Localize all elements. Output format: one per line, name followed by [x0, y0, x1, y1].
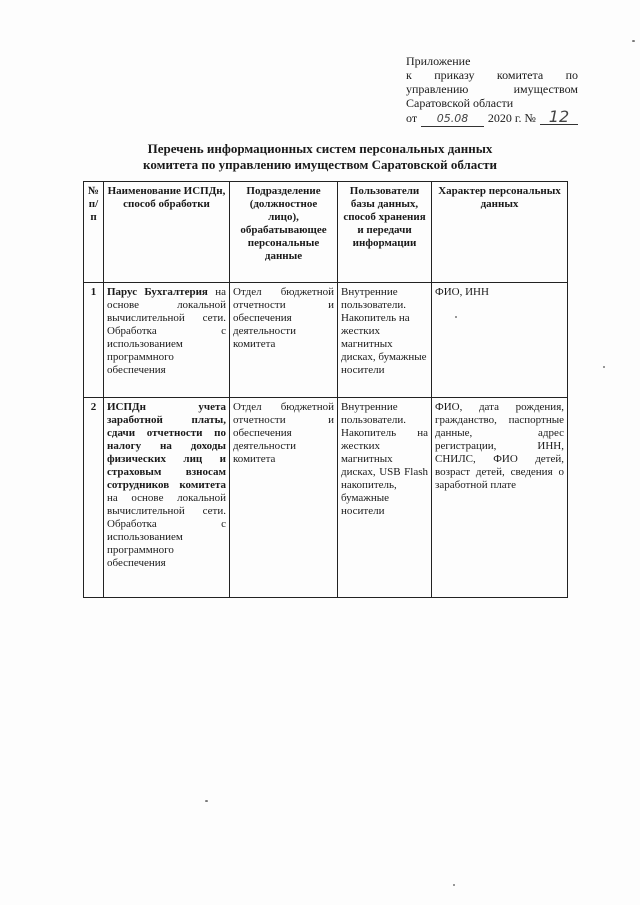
appendix-block: [406, 54, 578, 127]
ispdn-table: [83, 181, 568, 598]
row-num: 2: [84, 398, 104, 598]
row-character: ФИО, ИНН: [432, 283, 568, 398]
appendix-date-line: от 05.08 2020 г. № 12: [406, 110, 578, 127]
appendix-line-2: к приказу комитета по: [406, 68, 578, 82]
row-character: ФИО, дата рождения, гражданство, паспортные данные, адрес регистрации, ИНН, СНИЛС, ФИО детей, возраст детей, сведения о заработной плате: [432, 398, 568, 598]
appendix-line-1: Приложение: [406, 54, 471, 68]
table-header-row: [84, 182, 568, 283]
row-name: ИСПДн учета заработной платы, сдачи отчетности по налогу на доходы физических лиц и страховым взносам сотрудников комитета на основе локальной вычислительной сети. Обработка с использованием программного обеспечения: [104, 398, 230, 598]
scan-speck: [632, 40, 635, 42]
handwritten-order-number: 12: [540, 110, 578, 125]
row-users: Внутренние пользователи. Накопитель на жестких магнитных дисках, USB Flash накопитель, бумажные носители: [338, 398, 432, 598]
document-title: Перечень информационных систем персональных данных комитета по управлению имуществом Саратовской области: [143, 141, 497, 172]
header-num: № п/п: [84, 182, 104, 283]
row-department: Отдел бюджетной отчетности и обеспечения деятельности комитета: [230, 283, 338, 398]
table-row: [84, 398, 568, 598]
handwritten-date: 05.08: [421, 112, 484, 127]
row-department: Отдел бюджетной отчетности и обеспечения деятельности комитета: [230, 398, 338, 598]
scan-speck: [603, 366, 605, 368]
header-name: Наименование ИСПДн, способ обработки: [104, 182, 230, 283]
appendix-line-4: Саратовской области: [406, 96, 514, 110]
scan-speck: [205, 800, 208, 802]
scan-speck: [455, 316, 457, 318]
row-name: Парус Бухгалтерия на основе локальной вычислительной сети. Обработка с использованием программного обеспечения: [104, 283, 230, 398]
header-character: Характер персональных данных: [432, 182, 568, 283]
header-users: Пользователи базы данных, способ хранения и передачи информации: [338, 182, 432, 283]
row-users: Внутренние пользователи. Накопитель на жестких магнитных дисках, бумажные носители: [338, 283, 432, 398]
appendix-line-3: управлению имуществом: [406, 82, 578, 96]
header-department: Подразделение (должностное лицо), обрабатывающее персональные данные: [230, 182, 338, 283]
scan-speck: [453, 884, 455, 886]
table-row: [84, 283, 568, 398]
row-num: 1: [84, 283, 104, 398]
